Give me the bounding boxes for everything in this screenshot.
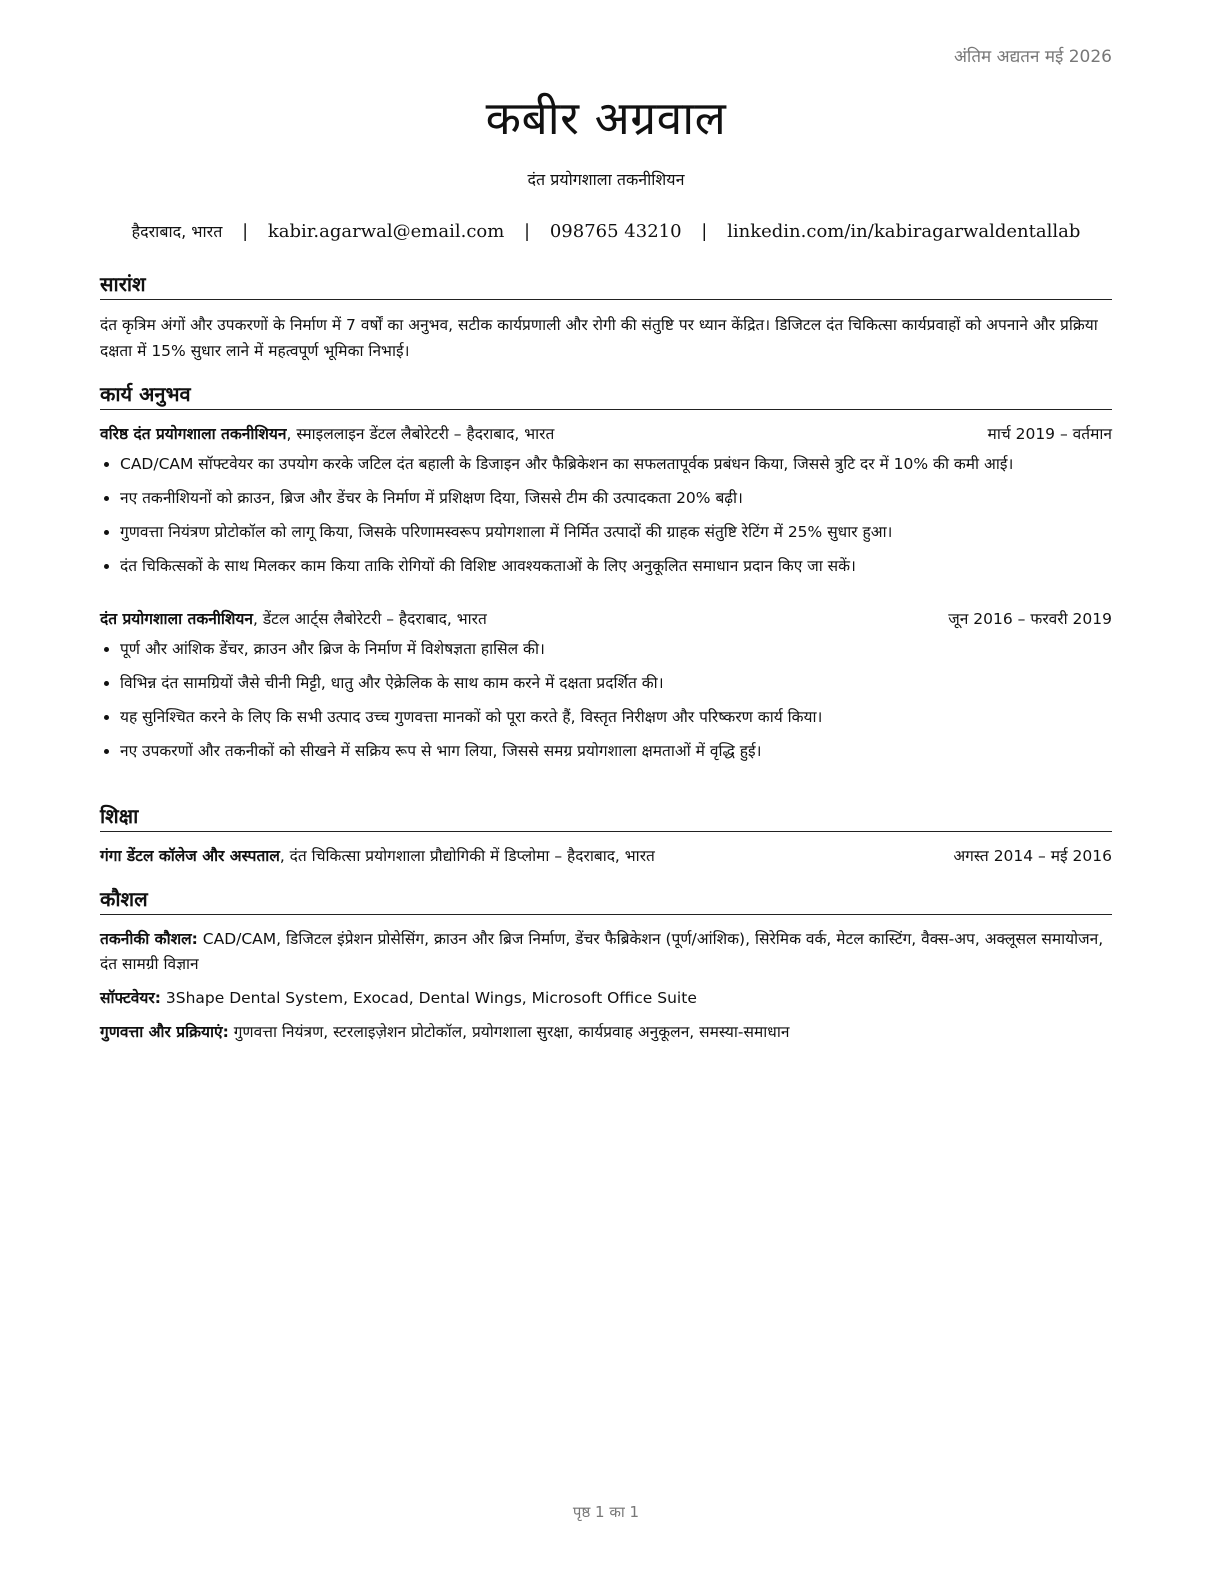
education-detail: , दंत चिकित्सा प्रयोगशाला प्रौद्योगिकी में डिप्लोमा – हैदराबाद, भारत	[279, 847, 655, 865]
job-header	[100, 422, 1112, 446]
skill-label: सॉफ्टवेयर:	[100, 989, 161, 1007]
page-number: पृष्ठ 1 का 1	[572, 1503, 640, 1521]
job-dates: जून 2016 – फरवरी 2019	[948, 610, 1112, 628]
job-role: वरिष्ठ दंत प्रयोगशाला तकनीशियन	[100, 425, 287, 443]
section-heading: सारांश	[100, 270, 1112, 300]
contact-linkedin[interactable]: linkedin.com/in/kabiragarwaldentallab	[727, 221, 1081, 242]
contact-separator: |	[242, 221, 249, 242]
job-dates: मार्च 2019 – वर्तमान	[987, 425, 1112, 443]
education-institution: गंगा डेंटल कॉलेज और अस्पताल	[100, 847, 280, 865]
resume-page	[100, 0, 1112, 1584]
skill-value: CAD/CAM, डिजिटल इंप्रेशन प्रोसेसिंग, क्राउन और ब्रिज निर्माण, डेंचर फैब्रिकेशन (पूर्ण/आंशिक), सिरेमिक वर्क, मेटल कास्टिंग, वैक्स-अप, अक्लूसल समायोजन, दंत सामग्री विज्ञान	[100, 930, 1104, 973]
list-item: • CAD/CAM सॉफ्टवेयर का उपयोग करके जटिल दंत बहाली के डिजाइन और फैब्रिकेशन का सफलतापूर्वक प्रबंधन किया, जिससे त्रुटि दर में 10% की कमी आई।	[120, 452, 1112, 477]
skill-label: तकनीकी कौशल:	[100, 930, 198, 948]
job-bullets	[100, 637, 1112, 764]
list-item: • गुणवत्ता नियंत्रण प्रोटोकॉल को लागू किया, जिसके परिणामस्वरूप प्रयोगशाला में निर्मित उत्पादों की ग्राहक संतुष्टि रेटिंग में 25% सुधार हुआ।	[120, 520, 1112, 545]
candidate-name: कबीर अग्रवाल	[485, 91, 727, 145]
job-org: , डेंटल आर्ट्स लैबोरेटरी – हैदराबाद, भारत	[253, 610, 487, 628]
list-item: • पूर्ण और आंशिक डेंचर, क्राउन और ब्रिज के निर्माण में विशेषज्ञता हासिल की।	[120, 637, 1112, 662]
job-bullets	[100, 452, 1112, 579]
list-item: • दंत चिकित्सकों के साथ मिलकर काम किया ताकि रोगियों की विशिष्ट आवश्यकताओं के लिए अनुकूलित समाधान प्रदान किए जा सकें।	[120, 554, 1112, 579]
list-item: • विभिन्न दंत सामग्रियों जैसे चीनी मिट्टी, धातु और ऐक्रेलिक के साथ काम करने में दक्षता प्रदर्शित की।	[120, 671, 1112, 696]
section-heading: कार्य अनुभव	[100, 380, 1112, 410]
education-section	[100, 802, 1112, 868]
skill-label: गुणवत्ता और प्रक्रियाएं:	[100, 1023, 229, 1041]
contact-line	[100, 220, 1112, 242]
experience-section	[100, 380, 1112, 773]
job-org: , स्माइललाइन डेंटल लैबोरेटरी – हैदराबाद, भारत	[286, 425, 555, 443]
education-dates: अगस्त 2014 – मई 2016	[953, 847, 1112, 865]
last-updated: अंतिम अद्यतन मई 2026	[953, 47, 1112, 67]
summary-text: दंत कृत्रिम अंगों और उपकरणों के निर्माण में 7 वर्षों का अनुभव, सटीक कार्यप्रणाली और रोगी की संतुष्टि पर ध्यान केंद्रित। डिजिटल दंत चिकित्सा कार्यप्रवाहों को अपनाने और प्रक्रिया दक्षता में 15% सुधार लाने में महत्वपूर्ण भूमिका निभाई।	[100, 316, 1098, 360]
section-heading: शिक्षा	[100, 802, 1112, 832]
job-role: दंत प्रयोगशाला तकनीशियन	[100, 610, 253, 628]
job-title: दंत प्रयोगशाला तकनीशियन	[527, 170, 685, 189]
education-entry	[100, 844, 1112, 868]
job-header	[100, 607, 1112, 631]
contact-email[interactable]: kabir.agarwal@email.com	[267, 221, 505, 242]
contact-separator: |	[524, 221, 531, 242]
skill-line	[100, 927, 1112, 977]
contact-separator: |	[701, 221, 708, 242]
skill-value: गुणवत्ता नियंत्रण, स्टरलाइज़ेशन प्रोटोकॉल, प्रयोगशाला सुरक्षा, कार्यप्रवाह अनुकूलन, समस्या-समाधान	[228, 1023, 790, 1041]
summary-section	[100, 270, 1112, 364]
list-item: • नए तकनीशियनों को क्राउन, ब्रिज और डेंचर के निर्माण में प्रशिक्षण दिया, जिससे टीम की उत्पादकता 20% बढ़ी।	[120, 486, 1112, 511]
list-item: • नए उपकरणों और तकनीकों को सीखने में सक्रिय रूप से भाग लिया, जिससे समग्र प्रयोगशाला क्षमताओं में वृद्धि हुई।	[120, 739, 1112, 764]
skill-line	[100, 1020, 1112, 1045]
section-heading: कौशल	[100, 885, 1112, 915]
list-item: • यह सुनिश्चित करने के लिए कि सभी उत्पाद उच्च गुणवत्ता मानकों को पूरा करते हैं, विस्तृत निरीक्षण और परिष्करण कार्य किया।	[120, 705, 1112, 730]
job-entry	[100, 422, 1112, 579]
contact-location: हैदराबाद, भारत	[131, 222, 223, 241]
skill-value: 3Shape Dental System, Exocad, Dental Wings, Microsoft Office Suite	[160, 989, 697, 1007]
contact-phone[interactable]: 098765 43210	[549, 221, 682, 242]
job-entry	[100, 607, 1112, 764]
skills-section	[100, 885, 1112, 1054]
skill-line	[100, 986, 1112, 1011]
